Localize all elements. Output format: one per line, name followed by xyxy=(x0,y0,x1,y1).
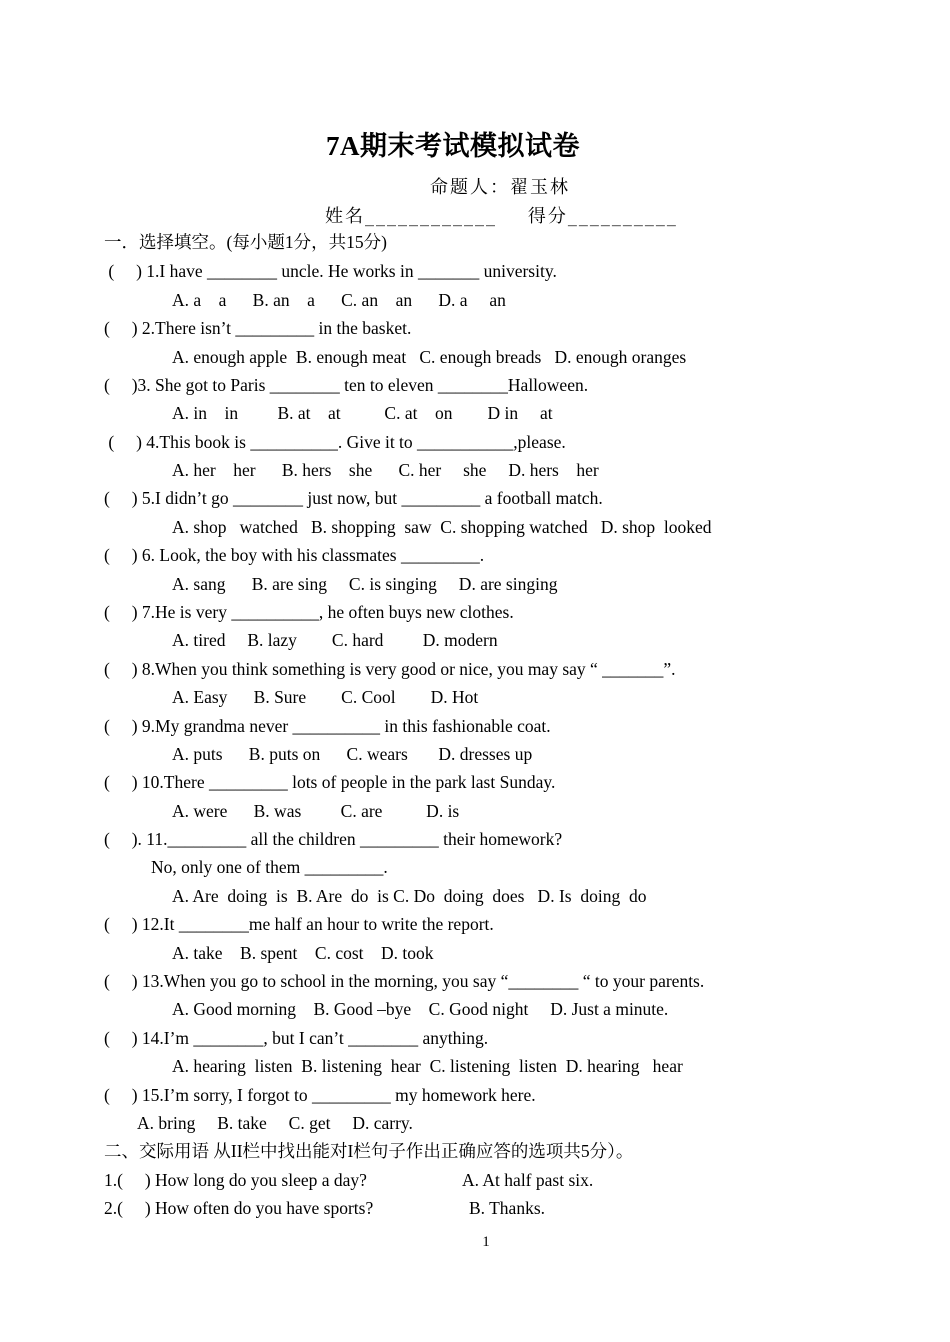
matching-left: 1.( ) How long do you sleep a day? xyxy=(104,1170,367,1190)
question-options: A. her her B. hers she C. her she D. hers her xyxy=(172,460,599,480)
question-stem: ( ) 5.I didn’t go ________ just now, but _________ a football match. xyxy=(104,488,603,508)
question-stem: ( ) 15.I’m sorry, I forgot to _________ my homework here. xyxy=(104,1085,536,1105)
question-stem: ( ) 4.This book is __________. Give it to ___________,please. xyxy=(104,432,566,452)
question-options: A. were B. was C. are D. is xyxy=(172,801,460,821)
question-stem: ( ) 14.I’m ________, but I can’t ________ anything. xyxy=(104,1028,489,1048)
section1-heading: 一．选择填空。(每小题1分，共15分) xyxy=(104,232,387,252)
question-options: A. Are doing is B. Are do is C. Do doing does D. Is doing do xyxy=(172,886,647,906)
question-options: A. sang B. are sing C. is singing D. are singing xyxy=(172,574,558,594)
question-options: A. enough apple B. enough meat C. enough breads D. enough oranges xyxy=(172,347,687,367)
question-options: A. shop watched B. shopping saw C. shopping watched D. shop looked xyxy=(172,517,712,537)
page-title: 7A期末考试模拟试卷 xyxy=(326,131,580,161)
question-options: A. in in B. at at C. at on D in at xyxy=(172,403,553,423)
question-stem: ( ) 1.I have ________ uncle. He works in _______ university. xyxy=(104,261,557,281)
question-stem: ( ) 13.When you go to school in the morning, you say “________ “ to your parents. xyxy=(104,971,705,991)
question-options: A. puts B. puts on C. wears D. dresses up xyxy=(172,744,533,764)
name-score-row xyxy=(325,202,678,228)
question-options: A. a a B. an a C. an an D. a an xyxy=(172,290,506,310)
question-stem: ( ). 11._________ all the children _________ their homework? xyxy=(104,829,563,849)
matching-left: 2.( ) How often do you have sports? xyxy=(104,1198,374,1218)
question-stem: ( ) 9.My grandma never __________ in this fashionable coat. xyxy=(104,716,551,736)
question-options: A. take B. spent C. cost D. took xyxy=(172,943,434,963)
question-stem: ( ) 6. Look, the boy with his classmates _________. xyxy=(104,545,485,565)
matching-right: A. At half past six. xyxy=(462,1170,594,1190)
question-stem: ( ) 12.It ________me half an hour to write the report. xyxy=(104,914,494,934)
section2-heading: 二、交际用语 从II栏中找出能对I栏句子作出正确应答的选项共5分）。 xyxy=(104,1141,634,1161)
question-stem: ( ) 7.He is very __________, he often buys new clothes. xyxy=(104,602,514,622)
question-extra-line: No, only one of them _________. xyxy=(151,857,388,877)
question-options: A. bring B. take C. get D. carry. xyxy=(137,1113,413,1133)
question-stem: ( ) 10.There _________ lots of people in the park last Sunday. xyxy=(104,772,556,792)
page-number: 1 xyxy=(482,1234,490,1250)
name-field[interactable]: 姓名____________ xyxy=(325,206,497,227)
matching-right: B. Thanks. xyxy=(469,1198,545,1218)
question-stem: ( )3. She got to Paris ________ ten to eleven ________Halloween. xyxy=(104,375,589,395)
question-stem: ( ) 8.When you think something is very good or nice, you may say “ _______”. xyxy=(104,659,676,679)
question-options: A. tired B. lazy C. hard D. modern xyxy=(172,630,498,650)
author-line: 命题人：翟玉林 xyxy=(430,177,570,198)
score-field[interactable]: 得分__________ xyxy=(527,206,678,227)
question-options: A. Easy B. Sure C. Cool D. Hot xyxy=(172,687,479,707)
question-stem: ( ) 2.There isn’t _________ in the basket. xyxy=(104,318,412,338)
question-options: A. Good morning B. Good –bye C. Good night D. Just a minute. xyxy=(172,999,669,1019)
question-options: A. hearing listen B. listening hear C. listening listen D. hearing hear xyxy=(172,1056,683,1076)
